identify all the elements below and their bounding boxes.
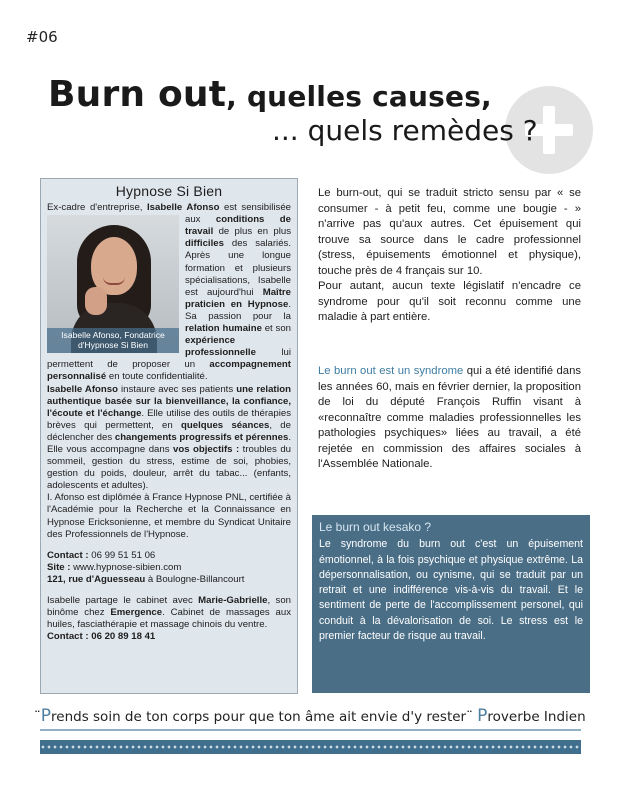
sidebar-contact: [47, 550, 291, 586]
kesako-text: Le syndrome du burn out c'est un épuisement émotionnel, à la fois psychique et physique extrême. La dépersonnalisation, ou cynisme, qui se traduit par un retrait et une indifférence vis-à-vis du travail. Et le sentiment de perte de l'accomplissement personel, qui conduit à la dévalorisation de soi. Le stress est le premier facteur de risque au travail.: [319, 538, 583, 643]
intro-name: Isabelle Afonso: [147, 202, 220, 214]
p2-text-c: , de déclencher des: [47, 419, 291, 443]
contact2-label: Contact :: [47, 631, 92, 643]
article-accent: Le burn out est un syndrome: [318, 365, 464, 377]
contact2-line: [47, 631, 291, 643]
quote-cap-2: P: [477, 706, 488, 726]
intro-text-b: est sensibilisée aux: [185, 202, 291, 226]
p2-text-a: instaure avec ses patients: [117, 383, 237, 395]
intro-accompagnement: accompagnement personnalisé: [47, 359, 291, 383]
quote-open: ¨: [34, 709, 41, 725]
sidebar-intro: [47, 202, 291, 383]
contact-label: Contact :: [47, 549, 92, 561]
cabinet-text-c: . Cabinet de massages aux huiles, fasciathérapie et massage chinois du ventre.: [47, 607, 291, 631]
sidebar-title: Hypnose Si Bien: [115, 183, 223, 199]
p2-text-d: . Elle vous accompagne dans: [47, 431, 291, 455]
sidebar-hypnose-box: [40, 178, 298, 694]
article-paragraph-3: [318, 364, 581, 473]
intro-text-e: . Sa passion pour la: [185, 298, 291, 322]
intro-text-a: Ex-cadre d'entreprise,: [47, 202, 148, 214]
intro-experience: expérience professionnelle: [185, 335, 256, 359]
quote-underline: [40, 729, 581, 731]
intro-text-g: lui permettent de proposer un: [47, 347, 291, 371]
photo-caption: Isabelle Afonso, Fondatrice d'Hypnose Si Bien: [47, 328, 179, 353]
article-syndrome: [318, 364, 581, 473]
address-city: à Boulogne-Billancourt: [145, 573, 245, 585]
p2-text-b: . Elle utilise des outils de thérapies brèves qui permettent, en: [47, 407, 291, 431]
contact-phone[interactable]: 06 99 51 51 06: [91, 549, 156, 561]
p2-text-e: troubles du sommeil, gestion du stress, estime de soi, phobies, gestion du poids, douleur, arrêt du tabac... (enfants, adolescents et adultes).: [47, 443, 291, 492]
p2-quelques: quelques séances: [181, 419, 270, 431]
intro-text-f: et son: [261, 323, 291, 335]
page-title-line1: [48, 74, 492, 115]
intro-text-d: des salariés. Après une longue formation et plusieurs spécialisations, Isabelle est aujourd'hui: [185, 238, 291, 298]
site-line: [47, 562, 291, 574]
kesako-box: [312, 515, 590, 693]
contact-line: [47, 550, 291, 562]
article-paragraph-1: Le burn-out, qui se traduit stricto sensu par « se consumer - à petit feu, comme une bougie - » n'arrive pas qu'aux autres. Cet épuisement qui trouve sa source dans le cadre professionnel (stress, épuisements émotionnel et physique), touche près de 4 français sur 10.: [318, 187, 581, 277]
intro-conditions: conditions de travail: [185, 214, 291, 238]
cabinet-text-b: , son binôme chez: [47, 595, 291, 619]
p2-name: Isabelle Afonso: [47, 383, 118, 395]
page-title-line2: ... quels remèdes ?: [272, 114, 538, 147]
address-street: 121, rue d'Aguesseau: [47, 573, 146, 585]
plus-icon-vertical: [543, 106, 555, 154]
article-paragraph-2: Pour autant, aucun texte législatif n'encadre ce syndrome pour qu'il soit reconnu comme une maladie à part entière.: [318, 280, 581, 323]
article-intro: [318, 186, 581, 326]
site-label: Site :: [47, 561, 74, 573]
cabinet-emergence: Emergence: [110, 607, 163, 619]
article-paragraph-3-rest: qui a été identifié dans les années 60, mais en février dernier, la proposition de loi du député François Ruffin visant à «reconnaître comme maladies professionnelles les pathologies psychiques» liées au travail, a été rejetée en commission des affaires sociales à l'Assemblée Nationale.: [318, 365, 581, 470]
portrait-photo: [47, 215, 179, 353]
title-burn-out: Burn out: [48, 74, 227, 115]
quote-cap-1: P: [40, 706, 52, 726]
footer-band-dots: [40, 745, 581, 749]
intro-difficiles: difficiles: [185, 238, 224, 250]
p2-relation: une relation authentique basée sur la bienveillance, la confiance, l'écoute et l'échange: [47, 383, 291, 419]
p2-changements: changements progressifs et pérennes: [114, 431, 289, 443]
title-causes: , quelles causes,: [226, 80, 492, 113]
sidebar-paragraph-2: [47, 384, 291, 493]
quote-source: roverbe Indien: [487, 709, 586, 725]
proverb-quote: [34, 706, 594, 726]
intro-text-c: de plus en plus: [213, 226, 291, 238]
intro-relation: relation humaine: [185, 323, 262, 335]
sidebar-paragraph-3: I. Afonso est diplômée à France Hypnose PNL, certifiée à l'Académie pour la Recherche et la Connaissance en Hypnose Ericksonienne, et membre du Syndicat Unitaire des Professionnels de l'Hypnose.: [47, 492, 291, 540]
sidebar-cabinet: [47, 595, 291, 631]
contact2-phone[interactable]: 06 20 89 18 41: [91, 631, 156, 643]
intro-text-h: en toute confidentialité.: [106, 371, 208, 383]
p2-objectifs: vos objectifs :: [173, 443, 240, 455]
photo-hand: [85, 287, 107, 315]
intro-maitre: Maître praticien en Hypnose: [185, 286, 291, 310]
quote-text: rends soin de ton corps pour que ton âme ait envie d'y rester: [51, 709, 467, 725]
site-link[interactable]: www.hypnose-sibien.com: [73, 561, 182, 573]
issue-number: #06: [26, 28, 58, 46]
quote-close: ¨: [466, 709, 478, 725]
cabinet-text-a: Isabelle partage le cabinet avec: [47, 595, 199, 606]
address-line: [47, 574, 291, 586]
cabinet-name: Marie-Gabrielle: [198, 595, 268, 606]
kesako-title: Le burn out kesako ?: [319, 520, 432, 534]
